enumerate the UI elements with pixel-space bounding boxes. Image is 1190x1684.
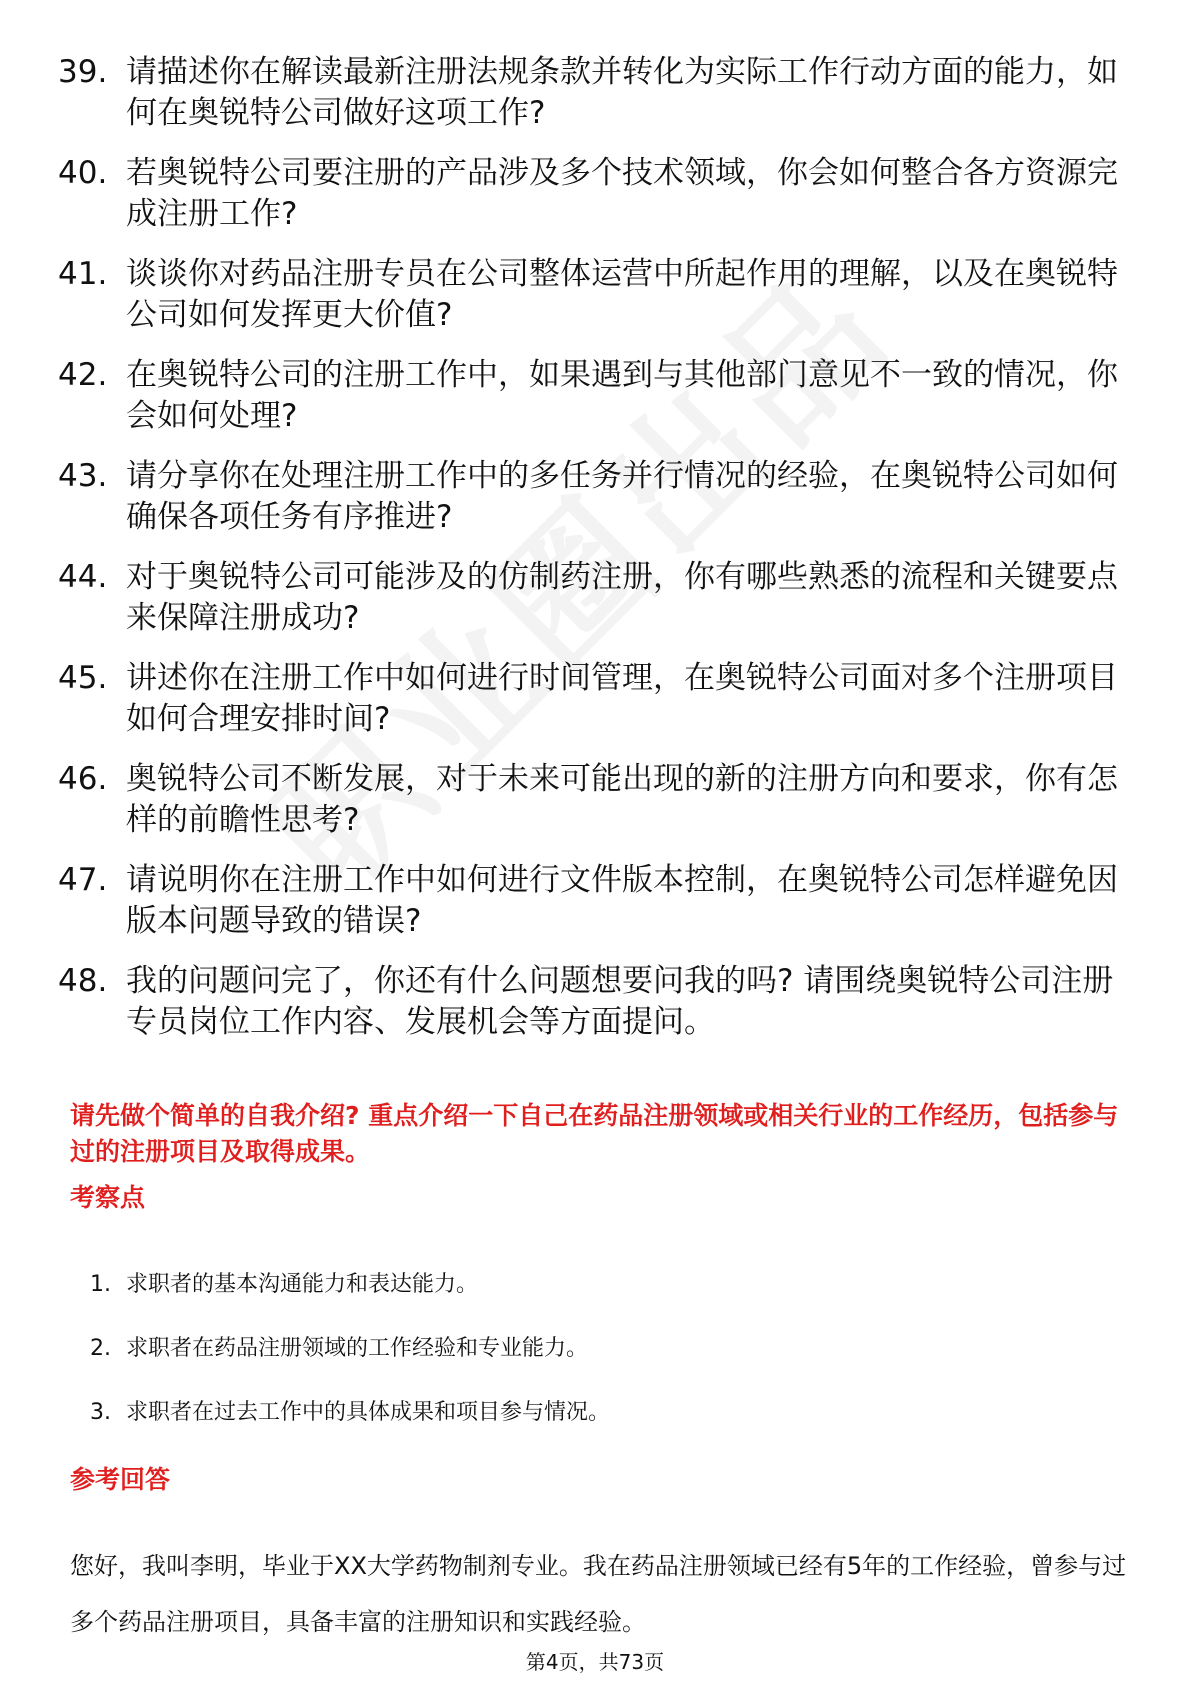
question-number: 39.: [58, 54, 108, 90]
point-number: 1.: [90, 1272, 111, 1297]
question-number: 40.: [58, 155, 108, 191]
question-text: 奥锐特公司不断发展，对于未来可能出现的新的注册方向和要求，你有怎样的前瞻性思考?: [126, 761, 1118, 838]
question-text: 谈谈你对药品注册专员在公司整体运营中所起作用的理解，以及在奥锐特公司如何发挥更大价值?: [126, 256, 1118, 333]
list-item: [58, 860, 1128, 942]
question-number: 42.: [58, 357, 108, 393]
list-item: [58, 254, 1128, 336]
question-number: 44.: [58, 559, 108, 595]
point-number: 3.: [90, 1400, 111, 1425]
question-number: 46.: [58, 761, 108, 797]
point-text: 求职者在过去工作中的具体成果和项目参与情况。: [126, 1400, 611, 1425]
question-number: 47.: [58, 862, 108, 898]
question-text: 若奥锐特公司要注册的产品涉及多个技术领域，你会如何整合各方资源完成注册工作?: [126, 155, 1118, 232]
list-item: [58, 557, 1128, 639]
question-text: 请描述你在解读最新注册法规条款并转化为实际工作行动方面的能力，如何在奥锐特公司做好这项工作?: [126, 54, 1118, 131]
question-text: 讲述你在注册工作中如何进行时间管理，在奥锐特公司面对多个注册项目如何合理安排时间?: [126, 660, 1118, 737]
reference-answer-heading: 参考回答: [70, 1465, 171, 1494]
question-list: [58, 52, 1128, 1062]
list-item: [58, 961, 1128, 1043]
list-item: [58, 52, 1128, 134]
highlight-question: 请先做个简单的自我介绍? 重点介绍一下自己在药品注册领域或相关行业的工作经历，包括参与过的注册项目及取得成果。: [70, 1101, 1119, 1166]
question-number: 43.: [58, 458, 108, 494]
point-number: 2.: [90, 1336, 111, 1361]
point-text: 求职者的基本沟通能力和表达能力。: [126, 1272, 479, 1297]
question-text: 对于奥锐特公司可能涉及的仿制药注册，你有哪些熟悉的流程和关键要点来保障注册成功?: [126, 559, 1118, 636]
point-text: 求职者在药品注册领域的工作经验和专业能力。: [126, 1336, 589, 1361]
question-number: 45.: [58, 660, 108, 696]
list-item: [90, 1270, 610, 1300]
page-number: 第4页，共73页: [525, 1650, 665, 1674]
list-item: [90, 1398, 610, 1428]
question-number: 48.: [58, 963, 108, 999]
list-item: [58, 153, 1128, 235]
list-item: [58, 456, 1128, 538]
examine-points-heading: 考察点: [70, 1183, 146, 1212]
question-text: 我的问题问完了，你还有什么问题想要问我的吗? 请围绕奥锐特公司注册专员岗位工作内容、发展机会等方面提问。: [126, 963, 1114, 1040]
list-item: [58, 355, 1128, 437]
list-item: [58, 658, 1128, 740]
question-text: 在奥锐特公司的注册工作中，如果遇到与其他部门意见不一致的情况，你会如何处理?: [126, 357, 1118, 434]
list-item: [90, 1334, 610, 1364]
list-item: [58, 759, 1128, 841]
question-text: 请分享你在处理注册工作中的多任务并行情况的经验，在奥锐特公司如何确保各项任务有序推进?: [126, 458, 1118, 535]
reference-answer-text: 您好，我叫李明，毕业于XX大学药物制剂专业。我在药品注册领域已经有5年的工作经验，曾参与过多个药品注册项目，具备丰富的注册知识和实践经验。: [70, 1552, 1127, 1636]
question-number: 41.: [58, 256, 108, 292]
examine-points-list: [90, 1270, 610, 1462]
question-text: 请说明你在注册工作中如何进行文件版本控制，在奥锐特公司怎样避免因版本问题导致的错误?: [126, 862, 1118, 939]
